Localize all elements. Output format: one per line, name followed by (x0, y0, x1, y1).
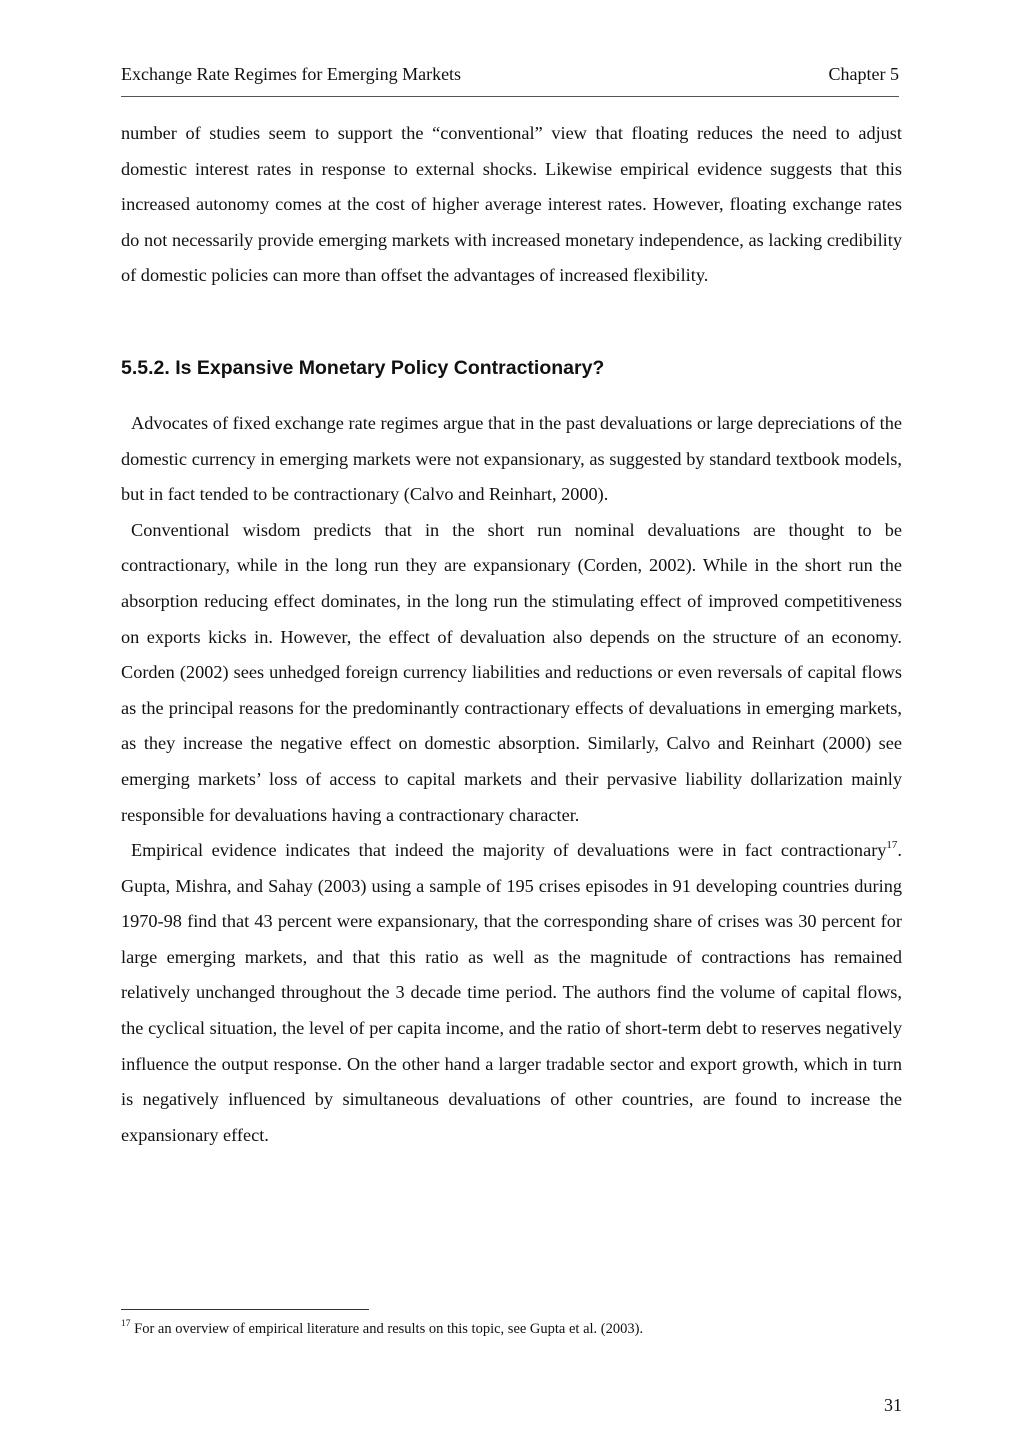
paragraph-empirical-evidence-part-2: . Gupta, Mishra, and Sahay (2003) using a sample of 195 crises episodes in 91 developing countries during 1970-98 find that 43 percent were expansionary, that the corresponding share of crises was 30 percent for large emerging markets, and that this ratio as well as the magnitude of contractions has remained relatively unchanged throughout the 3 decade time period. The authors find the volume of capital flows, the cyclical situation, the level of per capita income, and the ratio of short-term debt to reserves negatively influence the output response. On the other hand a larger tradable sector and export growth, which in turn is negatively influenced by simultaneous devaluations of other countries, are found to increase the expansionary effect. (121, 840, 902, 1145)
header-divider (121, 96, 899, 97)
intro-paragraph: number of studies seem to support the “conventional” view that floating reduces the need to adjust domestic interest rates in response to external shocks. Likewise empirical evidence suggests that this increased autonomy comes at the cost of higher average interest rates. However, floating exchange rates do not necessarily provide emerging markets with increased monetary independence, as lacking credibility of domestic policies can more than offset the advantages of increased flexibility. (121, 123, 902, 286)
paragraph-advocates: Advocates of fixed exchange rate regimes argue that in the past devaluations or large depreciations of the domestic currency in emerging markets were not expansionary, as suggested by standard textbook models, but in fact tended to be contractionary (Calvo and Reinhart, 2000). (121, 412, 902, 505)
running-header (121, 62, 899, 86)
page-number: 31 (884, 1395, 902, 1415)
footnote-number: 17 (121, 1319, 131, 1330)
section-heading: 5.5.2. Is Expansive Monetary Policy Contractionary? (121, 356, 605, 379)
paragraph-conventional-wisdom: Conventional wisdom predicts that in the short run nominal devaluations are thought to be contractionary, while in the long run they are expansionary (Corden, 2002). While in the short run the absorption reducing effect dominates, in the long run the stimulating effect of improved competitiveness on exports kicks in. However, the effect of devaluation also depends on the structure of an economy. Corden (2002) sees unhedged foreign currency liabilities and reductions or even reversals of capital flows as the principal reasons for the predominantly contractionary effects of devaluations in emerging markets, as they increase the negative effect on domestic absorption. Similarly, Calvo and Reinhart (2000) see emerging markets’ loss of access to capital markets and their pervasive liability dollarization mainly responsible for devaluations having a contractionary character. (121, 519, 902, 825)
paragraph-empirical-evidence (121, 833, 902, 1153)
header-chapter: Chapter 5 (828, 64, 899, 84)
paragraph-empirical-evidence-part-1: Empirical evidence indicates that indeed the majority of devaluations were in fact contractionary (131, 840, 887, 861)
footnote-reference[interactable]: 17 (886, 839, 898, 851)
body-text (121, 116, 902, 1153)
footnote (121, 1319, 901, 1339)
footnote-divider (121, 1309, 369, 1310)
footnote-text: For an overview of empirical literature and results on this topic, see Gupta et al. (2003). (130, 1321, 644, 1337)
header-title: Exchange Rate Regimes for Emerging Markets (121, 64, 462, 84)
